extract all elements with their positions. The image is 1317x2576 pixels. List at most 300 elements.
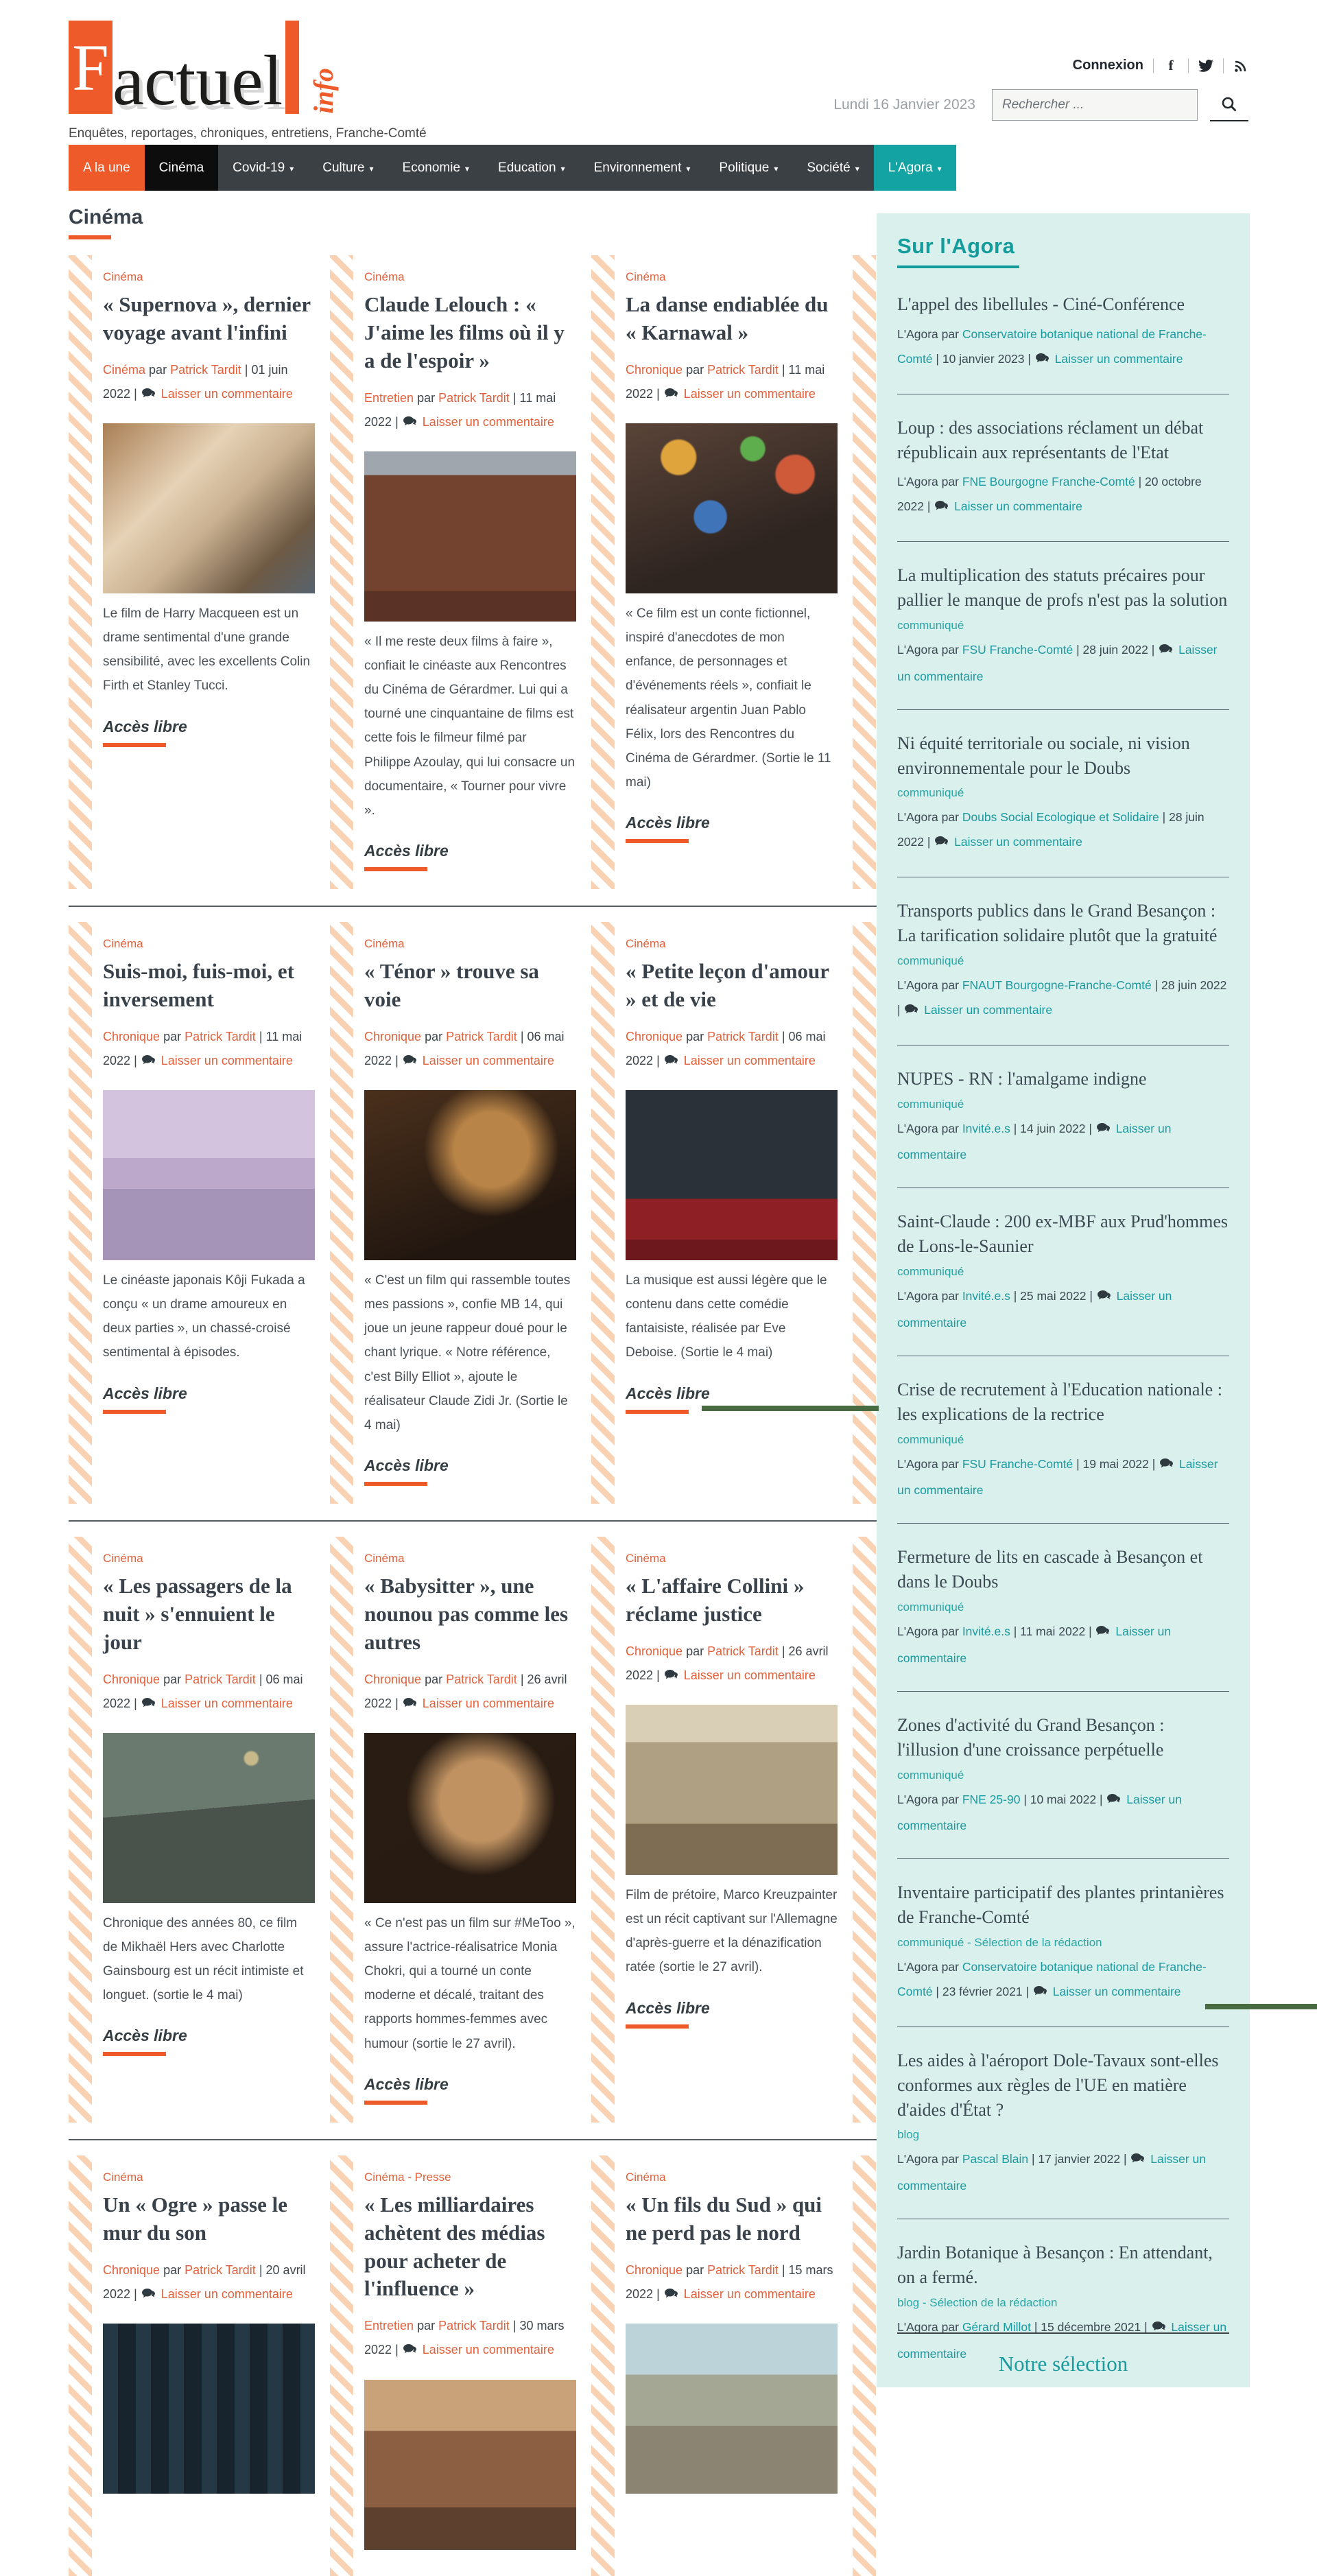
article-category[interactable]: Cinéma <box>364 1552 405 1565</box>
agora-prefix-label: L'Agora par <box>897 1960 959 1974</box>
article-category[interactable]: Cinéma <box>626 1552 666 1565</box>
leave-comment-link[interactable]: Laisser un commentaire <box>897 2319 1227 2361</box>
separator: | <box>936 351 939 366</box>
article-category[interactable]: Cinéma <box>364 270 405 283</box>
sidebar-item <box>897 1367 1229 1513</box>
article-type-link[interactable]: Chronique <box>626 1029 683 1043</box>
leave-comment-link[interactable]: Laisser un commentaire <box>683 1668 816 1682</box>
comment-bubble-icon <box>665 2284 678 2308</box>
meta-par-label: par <box>425 1672 443 1686</box>
comment-bubble-icon <box>1131 2149 1144 2174</box>
hatched-stripe <box>69 922 92 1504</box>
article-meta <box>103 1025 315 1075</box>
article-author-link[interactable]: Patrick Tardit <box>707 362 779 377</box>
sidebar-item-tags[interactable]: communiqué <box>897 1600 964 1614</box>
access-libre-underline <box>364 2101 427 2105</box>
article-author-link[interactable]: Patrick Tardit <box>446 1672 517 1686</box>
sidebar-item <box>897 282 1229 383</box>
sidebar-item-tags[interactable]: communiqué <box>897 1265 964 1278</box>
article-author-link[interactable]: Patrick Tardit <box>446 1029 517 1043</box>
sidebar-item-meta <box>897 1620 1229 1671</box>
sidebar-item-tags[interactable]: blog <box>897 2128 920 2142</box>
hatched-stripe <box>330 1537 353 2123</box>
sidebar-author-link[interactable]: Doubs Social Ecologique et Solidaire <box>962 810 1159 825</box>
sidebar-item <box>897 1199 1229 1345</box>
article-type-link[interactable]: Chronique <box>103 1029 161 1043</box>
article-date: 26 avril 2022 <box>364 1672 567 1710</box>
meta-par-label: par <box>417 2319 436 2333</box>
separator: | <box>656 2287 660 2301</box>
hatched-stripe <box>330 2155 353 2576</box>
connexion-link[interactable]: Connexion <box>1072 58 1143 73</box>
agora-prefix-label: L'Agora par <box>897 1289 959 1303</box>
sidebar-author-link[interactable]: Invité.e.s <box>962 1121 1010 1135</box>
agora-prefix-label: L'Agora par <box>897 1792 959 1806</box>
separator: | <box>520 1029 524 1043</box>
leave-comment-link[interactable]: Laisser un commentaire <box>897 1289 1172 1330</box>
leave-comment-link[interactable]: Laisser un commentaire <box>422 1696 554 1710</box>
article-title[interactable]: Claude Lelouch : « J'aime les films où il y a de l'espoir » <box>364 292 565 373</box>
leave-comment-link[interactable]: Laisser un commentaire <box>1052 1984 1181 1998</box>
article-image[interactable] <box>626 1090 838 1260</box>
separator: | <box>936 1984 939 1998</box>
sidebar-item-tags[interactable]: communiqué <box>897 1768 964 1782</box>
leave-comment-link[interactable]: Laisser un commentaire <box>422 1053 554 1067</box>
sidebar-item-date: 28 juin 2022 <box>897 810 1205 849</box>
separator <box>1153 58 1154 73</box>
sidebar-item <box>897 553 1229 698</box>
article-author-link[interactable]: Patrick Tardit <box>185 1029 256 1043</box>
sidebar-author-link[interactable]: FSU Franche-Comté <box>962 1456 1073 1471</box>
chevron-down-icon: ▾ <box>937 163 942 174</box>
article-excerpt: « Ce n'est pas un film sur #MeToo », assure l'actrice-réalisatrice Monia Chokri, qui a tourné un conte moderne et décalé, traitant des rapports hommes-femmes avec humour (sortie le 27 avril). <box>364 1915 576 2051</box>
row-divider <box>69 906 878 907</box>
article-excerpt: « Ce film est un conte fictionnel, inspiré d'anecdotes de mon enfance, de personnages et d'événements réels », confiait le réalisateur argentin Juan Pablo Félix, lors des Rencontres du Cinéma de Gérardmer. (Sortie le 11 mai) <box>626 606 831 790</box>
article-image[interactable] <box>626 1705 838 1875</box>
main-nav <box>69 145 956 191</box>
separator: | <box>134 1053 137 1067</box>
article-category[interactable]: Cinéma <box>103 937 143 951</box>
logo-info-suffix: info <box>308 68 340 114</box>
article-image[interactable] <box>364 1733 576 1903</box>
sidebar-item-meta <box>897 1788 1229 1839</box>
access-libre-link[interactable]: Accès libre <box>626 1998 710 2017</box>
sidebar-item-title[interactable]: Jardin Botanique à Besançon : En attendant, on a fermé. <box>897 2243 1213 2287</box>
search-row <box>833 88 1248 121</box>
article-image[interactable] <box>103 423 315 593</box>
article-category[interactable]: Cinéma <box>103 1552 143 1565</box>
article-meta <box>364 1025 576 1075</box>
article-card <box>92 1537 330 2123</box>
chevron-down-icon: ▾ <box>560 163 565 174</box>
search-button[interactable] <box>1210 88 1248 121</box>
access-libre-underline <box>103 1410 166 1414</box>
sidebar-footer-divider <box>897 2332 1229 2334</box>
hatched-stripe <box>69 1537 92 2123</box>
article-image[interactable] <box>626 423 838 593</box>
sidebar-divider <box>897 709 1229 710</box>
article-image[interactable] <box>103 2324 315 2494</box>
separator: | <box>134 386 137 401</box>
sidebar-item <box>897 1056 1229 1177</box>
articles-grid <box>69 255 878 2576</box>
article-type-link[interactable]: Chronique <box>626 1644 683 1658</box>
article-category[interactable]: Cinéma <box>626 270 666 283</box>
separator: | <box>1089 1289 1093 1303</box>
sidebar-item-tags[interactable]: communiqué - Sélection de la rédaction <box>897 1936 1102 1949</box>
sidebar-author-link[interactable]: FNE Bourgogne Franche-Comté <box>962 475 1135 489</box>
article-card <box>353 2155 591 2576</box>
leave-comment-link[interactable]: Laisser un commentaire <box>954 835 1082 849</box>
leave-comment-link[interactable]: Laisser un commentaire <box>683 2287 816 2301</box>
sidebar-item-tags[interactable]: communiqué <box>897 1097 964 1111</box>
article-meta <box>103 1668 315 1718</box>
sidebar-item-title[interactable]: Ni équité territoriale ou sociale, ni vision environnementale pour le Doubs <box>897 733 1190 778</box>
article-category[interactable]: Cinéma <box>626 2170 666 2184</box>
leave-comment-link[interactable]: Laisser un commentaire <box>954 499 1082 514</box>
hatched-stripe <box>853 255 876 889</box>
article-card <box>92 255 330 889</box>
article-title[interactable]: « Les passagers de la nuit » s'ennuient le jour <box>103 1574 292 1654</box>
article-type-link[interactable]: Chronique <box>364 1672 422 1686</box>
separator: | <box>259 1029 263 1043</box>
leave-comment-link[interactable]: Laisser un commentaire <box>161 386 293 401</box>
sidebar-item <box>897 1535 1229 1680</box>
meta-par-label: par <box>163 2262 182 2277</box>
article-image[interactable] <box>364 1090 576 1260</box>
article-category[interactable]: Cinéma - Presse <box>364 2170 451 2184</box>
sidebar-item-date: 28 juin 2022 <box>1161 978 1227 992</box>
sidebar-item-title[interactable]: La multiplication des statuts précaires pour pallier le manque de profs n'est pas la solution <box>897 565 1228 610</box>
leave-comment-link[interactable]: Laisser un commentaire <box>897 1456 1218 1498</box>
comment-bubble-icon <box>905 1000 918 1025</box>
article-card <box>615 255 853 889</box>
sidebar-item <box>897 888 1229 1034</box>
artifact-green-bar <box>1205 2004 1317 2009</box>
article-meta <box>364 1668 576 1718</box>
site-logo[interactable] <box>69 21 340 121</box>
article-image[interactable] <box>103 1090 315 1260</box>
sidebar-item-title[interactable]: Zones d'activité du Grand Besançon : l'illusion d'une croissance perpétuelle <box>897 1714 1165 1760</box>
hatched-stripe <box>853 2155 876 2576</box>
sidebar-item-tags[interactable]: communiqué <box>897 786 964 800</box>
article-date: 11 mai 2022 <box>103 1029 302 1067</box>
agora-prefix-label: L'Agora par <box>897 475 959 489</box>
article-card <box>353 922 591 1504</box>
article-date: 06 mai 2022 <box>103 1672 303 1710</box>
comment-bubble-icon <box>1098 1286 1111 1311</box>
sidebar-item-date: 23 février 2021 <box>942 1984 1023 1998</box>
leave-comment-link[interactable]: Laisser un commentaire <box>422 2343 554 2357</box>
nav-item-a-la-une[interactable]: A la une <box>69 145 145 191</box>
article-type-link[interactable]: Chronique <box>626 2262 683 2277</box>
nav-item-l-agora[interactable]: L'Agora ▾ <box>874 145 956 191</box>
chevron-down-icon: ▾ <box>686 163 691 174</box>
article-row <box>69 922 878 1504</box>
comment-bubble-icon <box>403 1051 416 1075</box>
sidebar-author-link[interactable]: Invité.e.s <box>962 1624 1010 1638</box>
meta-par-label: par <box>417 390 436 405</box>
separator: | <box>259 2262 263 2277</box>
separator: | <box>1138 475 1142 489</box>
separator: | <box>1123 2152 1127 2166</box>
leave-comment-link[interactable]: Laisser un commentaire <box>897 642 1218 683</box>
comment-bubble-icon <box>142 1051 155 1075</box>
article-meta <box>364 2314 576 2364</box>
separator: | <box>395 1053 399 1067</box>
access-libre-underline <box>626 1410 689 1414</box>
sidebar-item-title[interactable]: Les aides à l'aéroport Dole-Tavaux sont-elles conformes aux règles de l'UE en matière d'aides d'État ? <box>897 2050 1219 2120</box>
search-input[interactable] <box>992 89 1198 121</box>
nav-item-soci-t-[interactable]: Société ▾ <box>807 160 859 175</box>
separator: | <box>395 2343 399 2357</box>
article-card <box>615 1537 853 2123</box>
nav-item-education[interactable]: Education ▾ <box>498 160 565 175</box>
comment-bubble-icon <box>1159 640 1172 665</box>
leave-comment-link[interactable]: Laisser un commentaire <box>897 2152 1207 2193</box>
header-right <box>833 58 1248 121</box>
sidebar-item-date: 10 mai 2022 <box>1030 1792 1097 1806</box>
comment-bubble-icon <box>142 384 155 408</box>
sidebar-item-date: 15 décembre 2021 <box>1041 2319 1141 2334</box>
hatched-stripe <box>591 1537 615 2123</box>
facebook-icon[interactable]: f <box>1168 57 1174 73</box>
article-author-link[interactable]: Patrick Tardit <box>707 2262 779 2277</box>
article-category[interactable]: Cinéma <box>103 2170 143 2184</box>
twitter-icon[interactable] <box>1198 58 1213 73</box>
hatched-stripe <box>69 255 92 889</box>
article-date: 15 mars 2022 <box>626 2262 833 2301</box>
article-category[interactable]: Cinéma <box>626 937 666 951</box>
separator: | <box>134 1696 137 1710</box>
separator: | <box>1154 978 1159 992</box>
sidebar-author-link[interactable]: Pascal Blain <box>962 2152 1029 2166</box>
leave-comment-link[interactable]: Laisser un commentaire <box>897 1121 1172 1162</box>
article-image[interactable] <box>626 2324 838 2494</box>
sidebar-item-title[interactable]: Saint-Claude : 200 ex-MBF aux Prud'hommes de Lons-le-Saunier <box>897 1212 1229 1257</box>
comment-bubble-icon <box>403 412 416 436</box>
article-title[interactable]: « Ténor » trouve sa voie <box>364 959 539 1011</box>
nav-item-economie[interactable]: Economie ▾ <box>402 160 470 175</box>
access-libre-link[interactable]: Accès libre <box>103 2026 187 2045</box>
leave-comment-link[interactable]: Laisser un commentaire <box>897 1792 1182 1833</box>
article-category[interactable]: Cinéma <box>103 270 143 283</box>
separator: | <box>781 362 785 377</box>
sidebar-divider <box>897 1691 1229 1692</box>
sidebar-author-link[interactable]: FNE 25-90 <box>962 1792 1021 1806</box>
separator: | <box>1013 1289 1017 1303</box>
article-title[interactable]: « Supernova », dernier voyage avant l'infini <box>103 292 311 344</box>
access-libre-underline <box>626 839 689 843</box>
agora-prefix-label: L'Agora par <box>897 1121 959 1135</box>
leave-comment-link[interactable]: Laisser un commentaire <box>161 2287 293 2301</box>
leave-comment-link[interactable]: Laisser un commentaire <box>422 414 554 429</box>
sidebar-item-tags[interactable]: communiqué <box>897 618 964 632</box>
page-title: Cinéma <box>69 206 143 228</box>
article-title[interactable]: « Babysitter », une nounou pas comme les autres <box>364 1574 569 1654</box>
article-title[interactable]: « L'affaire Collini » réclame justice <box>626 1574 805 1626</box>
leave-comment-link[interactable]: Laisser un commentaire <box>1054 351 1183 366</box>
article-image[interactable] <box>103 1733 315 1903</box>
article-image[interactable] <box>364 2380 576 2550</box>
sidebar-divider <box>897 1523 1229 1524</box>
access-libre-link[interactable]: Accès libre <box>103 717 187 735</box>
chevron-down-icon: ▾ <box>774 163 779 174</box>
sidebar-author-link[interactable]: Conservatoire botanique national de Franche-Comté <box>897 1960 1207 1998</box>
comment-bubble-icon <box>142 1694 155 1718</box>
article-author-link[interactable]: Patrick Tardit <box>185 2262 256 2277</box>
hatched-stripe <box>853 922 876 1504</box>
sidebar-items <box>897 282 1229 2376</box>
comment-bubble-icon <box>1107 1790 1120 1815</box>
logo-orange-bar <box>285 21 299 114</box>
article-meta <box>364 386 576 436</box>
article-card <box>353 255 591 889</box>
article-author-link[interactable]: Patrick Tardit <box>438 2319 510 2333</box>
connexion-row <box>1073 58 1248 73</box>
article-type-link[interactable]: Chronique <box>103 1672 161 1686</box>
meta-par-label: par <box>686 1644 704 1658</box>
sidebar-item-date: 10 janvier 2023 <box>942 351 1025 366</box>
nav-item-covid-19[interactable]: Covid-19 ▾ <box>233 160 294 175</box>
comment-bubble-icon <box>935 497 948 521</box>
separator: | <box>897 1002 901 1017</box>
sidebar-item-date: 19 mai 2022 <box>1082 1456 1149 1471</box>
access-libre-link[interactable]: Accès libre <box>364 842 449 860</box>
sidebar-author-link[interactable]: Gérard Millot <box>962 2319 1031 2334</box>
separator: | <box>656 1668 660 1682</box>
access-libre-underline <box>103 2052 166 2056</box>
sidebar-item-title[interactable]: NUPES - RN : l'amalgame indigne <box>897 1068 1147 1089</box>
separator: | <box>656 386 660 401</box>
separator: | <box>395 1696 399 1710</box>
article-title[interactable]: « Les milliardaires achètent des médias pour acheter de l'influence » <box>364 2192 545 2301</box>
article-title[interactable]: « Un fils du Sud » qui ne perd pas le nord <box>626 2192 822 2245</box>
meta-par-label: par <box>163 1672 182 1686</box>
nav-item-cin-ma[interactable]: Cinéma <box>145 145 218 191</box>
access-libre-link[interactable]: Accès libre <box>364 1456 449 1475</box>
separator: | <box>1028 351 1031 366</box>
article-row <box>69 255 878 889</box>
sidebar-author-link[interactable]: Invité.e.s <box>962 1289 1010 1303</box>
sidebar-item-title[interactable]: Transports publics dans le Grand Besançon : La tarification solidaire plutôt que la gratuité <box>897 901 1218 945</box>
sidebar-item-date: 14 juin 2022 <box>1020 1121 1086 1135</box>
sidebar-item-meta <box>897 1284 1229 1336</box>
sidebar-author-link[interactable]: Conservatoire botanique national de Franche-Comté <box>897 327 1207 366</box>
article-card <box>615 2155 853 2576</box>
access-libre-link[interactable]: Accès libre <box>364 2075 449 2093</box>
article-title[interactable]: « Petite leçon d'amour » et de vie <box>626 959 829 1011</box>
article-type-link[interactable]: Entretien <box>364 2319 414 2333</box>
sidebar-item-title[interactable]: Loup : des associations réclament un débat républicain aux représentants de l'Etat <box>897 417 1204 462</box>
article-type-link[interactable]: Chronique <box>364 1029 422 1043</box>
logo-word: actuel <box>112 41 283 121</box>
nav-item-politique[interactable]: Politique ▾ <box>719 160 779 175</box>
access-libre-link[interactable]: Accès libre <box>103 1384 187 1402</box>
article-author-link[interactable]: Patrick Tardit <box>707 1644 779 1658</box>
agora-prefix-label: L'Agora par <box>897 1624 959 1638</box>
article-type-link[interactable]: Chronique <box>626 362 683 377</box>
sidebar-item-meta <box>897 2147 1229 2199</box>
article-author-link[interactable]: Patrick Tardit <box>185 1672 256 1686</box>
hatched-stripe <box>591 2155 615 2576</box>
chevron-down-icon: ▾ <box>369 163 374 174</box>
separator: | <box>781 1029 785 1043</box>
hatched-stripe <box>853 1537 876 2123</box>
sidebar-item-title[interactable]: Fermeture de lits en cascade à Besançon et dans le Doubs <box>897 1547 1203 1592</box>
article-title[interactable]: La danse endiablée du « Karnawal » <box>626 292 829 344</box>
agora-prefix-label: L'Agora par <box>897 642 959 657</box>
separator: | <box>1151 642 1155 657</box>
article-type-link[interactable]: Entretien <box>364 390 414 405</box>
sidebar-item-title[interactable]: L'appel des libellules - Ciné-Conférence <box>897 294 1185 314</box>
sidebar-item-tags[interactable]: communiqué <box>897 1432 964 1446</box>
sidebar-item-tags[interactable]: communiqué <box>897 954 964 967</box>
access-libre-link[interactable]: Accès libre <box>626 814 710 832</box>
nav-item-culture[interactable]: Culture ▾ <box>322 160 374 175</box>
hatched-stripe <box>591 922 615 1504</box>
sidebar-item-meta <box>897 973 1229 1025</box>
leave-comment-link[interactable]: Laisser un commentaire <box>161 1696 293 1710</box>
leave-comment-link[interactable]: Laisser un commentaire <box>161 1053 293 1067</box>
sidebar-author-link[interactable]: FSU Franche-Comté <box>962 642 1073 657</box>
article-author-link[interactable]: Patrick Tardit <box>438 390 510 405</box>
sidebar-title: Sur l'Agora <box>897 234 1015 258</box>
article-author-link[interactable]: Patrick Tardit <box>170 362 241 377</box>
comment-bubble-icon <box>1034 1982 1047 2007</box>
access-libre-link[interactable]: Accès libre <box>626 1384 710 1402</box>
rss-icon[interactable] <box>1233 58 1248 73</box>
article-date: 01 juin 2022 <box>103 362 288 401</box>
leave-comment-link[interactable]: Laisser un commentaire <box>683 386 816 401</box>
article-category[interactable]: Cinéma <box>364 937 405 951</box>
article-author-link[interactable]: Patrick Tardit <box>707 1029 779 1043</box>
article-card <box>353 1537 591 2123</box>
sidebar-author-link[interactable]: FNAUT Bourgogne-Franche-Comté <box>962 978 1152 992</box>
separator: | <box>1089 1121 1092 1135</box>
article-type-link[interactable]: Cinéma <box>103 362 146 377</box>
sidebar-item-title[interactable]: Inventaire participatif des plantes printanières de Franche-Comté <box>897 1882 1224 1928</box>
separator: | <box>1089 1624 1092 1638</box>
page-title-block <box>69 206 143 239</box>
sidebar-divider <box>897 2026 1229 2027</box>
meta-par-label: par <box>149 362 167 377</box>
leave-comment-link[interactable]: Laisser un commentaire <box>897 1624 1172 1665</box>
hatched-stripe <box>69 2155 92 2576</box>
article-date: 11 mai 2022 <box>364 390 556 429</box>
nav-item-environnement[interactable]: Environnement ▾ <box>593 160 691 175</box>
agora-prefix-label: L'Agora par <box>897 1456 959 1471</box>
article-title[interactable]: Suis-moi, fuis-moi, et inversement <box>103 959 294 1011</box>
article-excerpt: Film de prétoire, Marco Kreuzpainter est un récit captivant sur l'Allemagne d'après-guerre et la dénazification ratée (sortie le 27 avril). <box>626 1888 838 1975</box>
separator: | <box>927 499 931 514</box>
sidebar-item <box>897 405 1229 531</box>
comment-bubble-icon <box>142 2284 155 2308</box>
article-type-link[interactable]: Chronique <box>103 2262 161 2277</box>
sidebar-item-tags[interactable]: blog - Sélection de la rédaction <box>897 2295 1058 2309</box>
article-title[interactable]: Un « Ogre » passe le mur du son <box>103 2192 287 2245</box>
separator: | <box>1025 1984 1030 1998</box>
sidebar-item-title[interactable]: Crise de recrutement à l'Education nationale : les explications de la rectrice <box>897 1379 1222 1424</box>
comment-bubble-icon <box>403 1694 416 1718</box>
leave-comment-link[interactable]: Laisser un commentaire <box>683 1053 816 1067</box>
access-libre-underline <box>364 1482 427 1486</box>
leave-comment-link[interactable]: Laisser un commentaire <box>924 1002 1053 1017</box>
article-excerpt: Le film de Harry Macqueen est un drame sentimental d'une grande sensibilité, avec les excellents Colin Firth et Stanley Tucci. <box>103 606 311 694</box>
separator: | <box>1076 1456 1080 1471</box>
comment-bubble-icon <box>665 1051 678 1075</box>
article-image[interactable] <box>364 451 576 622</box>
